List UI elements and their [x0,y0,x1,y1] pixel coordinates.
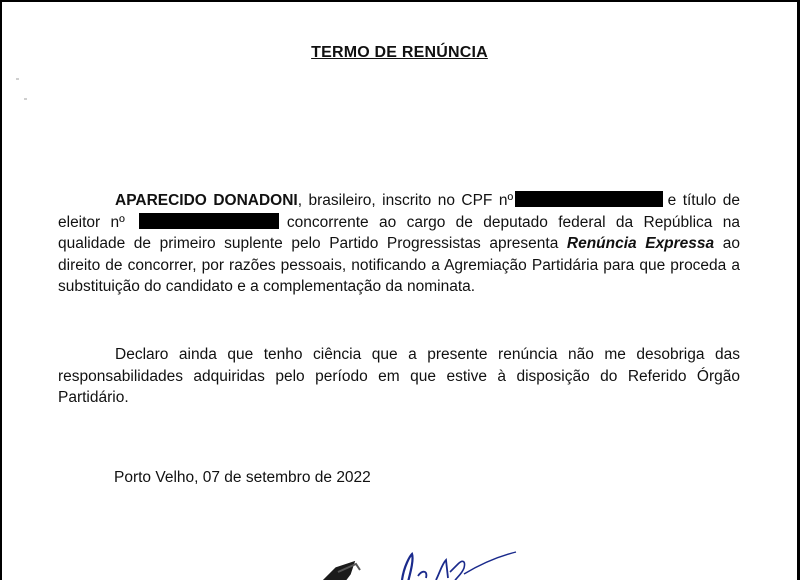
scan-speck [16,78,19,80]
paragraph-declaracao [58,344,740,409]
renuncia-expressa-text: Renúncia Expressa [566,235,715,253]
text-cargo: concorrente ao cargo de deputado federal da República na qualidade de primeiro suplente pelo Partido Progressistas apresenta [58,213,740,253]
place-date: Porto Velho, 07 de setembro de 2022 [114,469,371,486]
titulo-eleitor-redaction [139,213,279,229]
cpf-redaction [515,191,663,207]
declarant-name: APARECIDO DONADONI [115,192,298,209]
text-cpf-intro: , brasileiro, inscrito no CPF nº [297,192,514,209]
signature-image [314,550,524,580]
text-titulo-eleitor: e título de eleitor nº [58,192,740,231]
scan-speck [24,98,27,100]
paragraph-renuncia [58,190,740,298]
declaracao-text: Declaro ainda que tenho ciência que a presente renúncia não me desobriga das responsabilidades adquiridas pelo período em que estive à disposição do Referido Órgão Partidário. [58,346,740,407]
document-title: TERMO DE RENÚNCIA [311,44,488,61]
text-motivo: ao direito de concorrer, por razões pessoais, notificando a Agremiação Partidária para que proceda a substituição do candidato e a complementação da nominata. [58,235,740,296]
